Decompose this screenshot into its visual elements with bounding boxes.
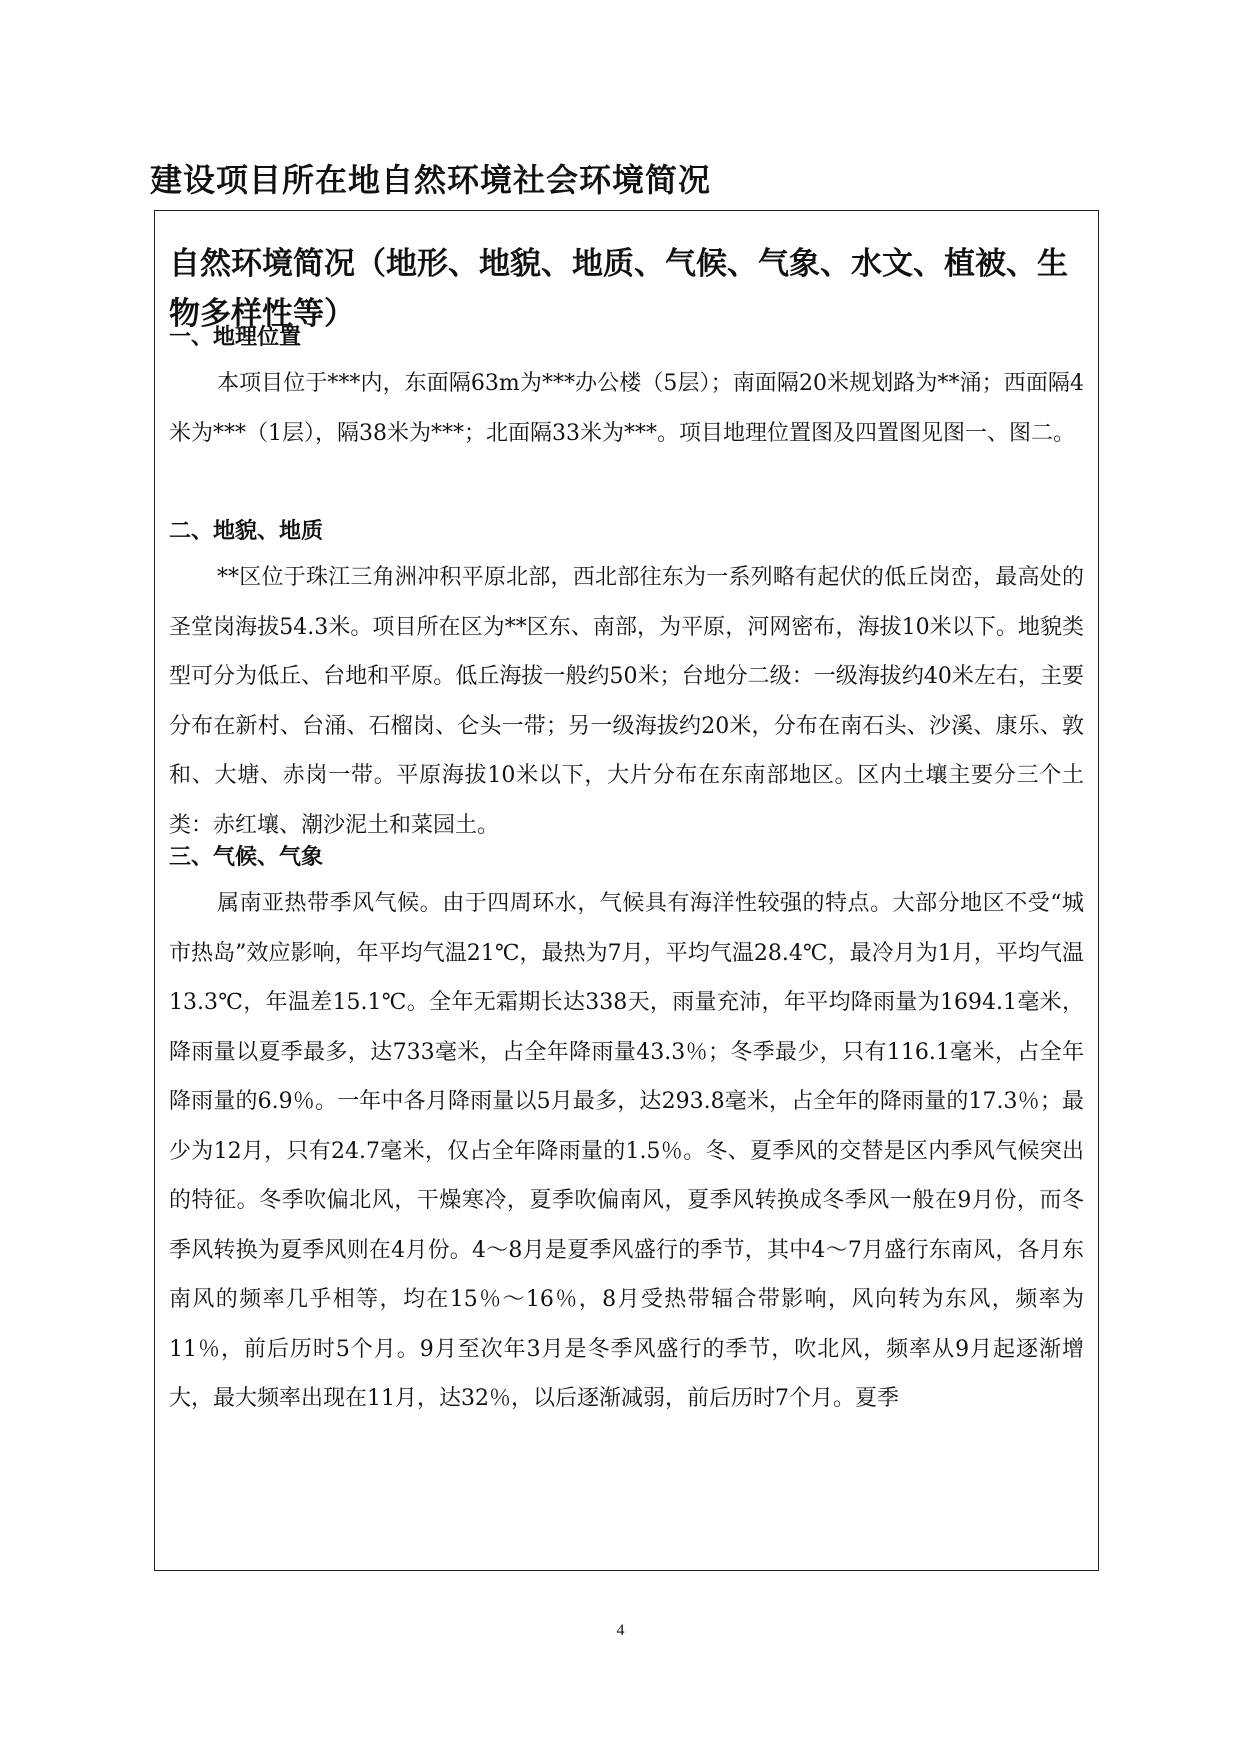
section-paragraph-location: 本项目位于***内，东面隔63m为***办公楼（5层）；南面隔20米规划路为**涌；西面隔4米为***（1层），隔38米为***；北面隔33米为***。项目地理位置图及四置图见图一、图二。 [169,371,1084,446]
section-paragraph-climate: 属南亚热带季风气候。由于四周环水，气候具有海洋性较强的特点。大部分地区不受“城市热岛”效应影响，年平均气温21℃，最热为7月，平均气温28.4℃，最冷月为1月，平均气温13.3℃，年温差15.1℃。全年无霜期长达338天，雨量充沛，年平均降雨量为1694.1毫米，降雨量以夏季最多，达733毫米，占全年降雨量43.3％；冬季最少，只有116.1毫米，占全年降雨量的6.9％。一年中各月降雨量以5月最多，达293.8毫米，占全年的降雨量的17.3％；最少为12月，只有24.7毫米，仅占全年降雨量的1.5％。冬、夏季风的交替是区内季风气候突出的特征。冬季吹偏北风，干燥寒冷，夏季吹偏南风，夏季风转换成冬季风一般在9月份，而冬季风转换为夏季风则在4月份。4～8月是夏季风盛行的季节，其中4～7月盛行东南风，各月东南风的频率几乎相等，均在15％～16％，8月受热带辐合带影响，风向转为东风，频率为11％，前后历时5个月。9月至次年3月是冬季风盛行的季节，吹北风，频率从9月起逐渐增大，最大频率出现在11月，达32％，以后逐渐减弱，前后历时7个月。夏季 [169,891,1084,1411]
page-title: 建设项目所在地自然环境社会环境简况 [150,161,712,199]
section-heading-landform: 二、地貌、地质 [169,519,324,544]
section-paragraph-landform: **区位于珠江三角洲冲积平原北部，西北部往东为一系列略有起伏的低丘岗峦，最高处的圣堂岗海拔54.3米。项目所在区为**区东、南部，为平原，河网密布，海拔10米以下。地貌类型可分为低丘、台地和平原。低丘海拔一般约50米；台地分二级：一级海拔约40米左右，主要分布在新村、台涌、石榴岗、仑头一带；另一级海拔约20米，分布在南石头、沙溪、康乐、敦和、大塘、赤岗一带。平原海拔10米以下，大片分布在东南部地区。区内土壤主要分三个土类：赤红壤、潮沙泥土和菜园土。 [169,565,1084,838]
section-heading-location: 一、地理位置 [169,325,302,350]
box-heading: 自然环境简况（地形、地貌、地质、气候、气象、水文、植被、生物多样性等） [169,246,1068,332]
section-heading-climate: 三、气候、气象 [169,845,324,870]
page-number: 4 [616,1622,625,1639]
content-frame [154,210,1099,1571]
